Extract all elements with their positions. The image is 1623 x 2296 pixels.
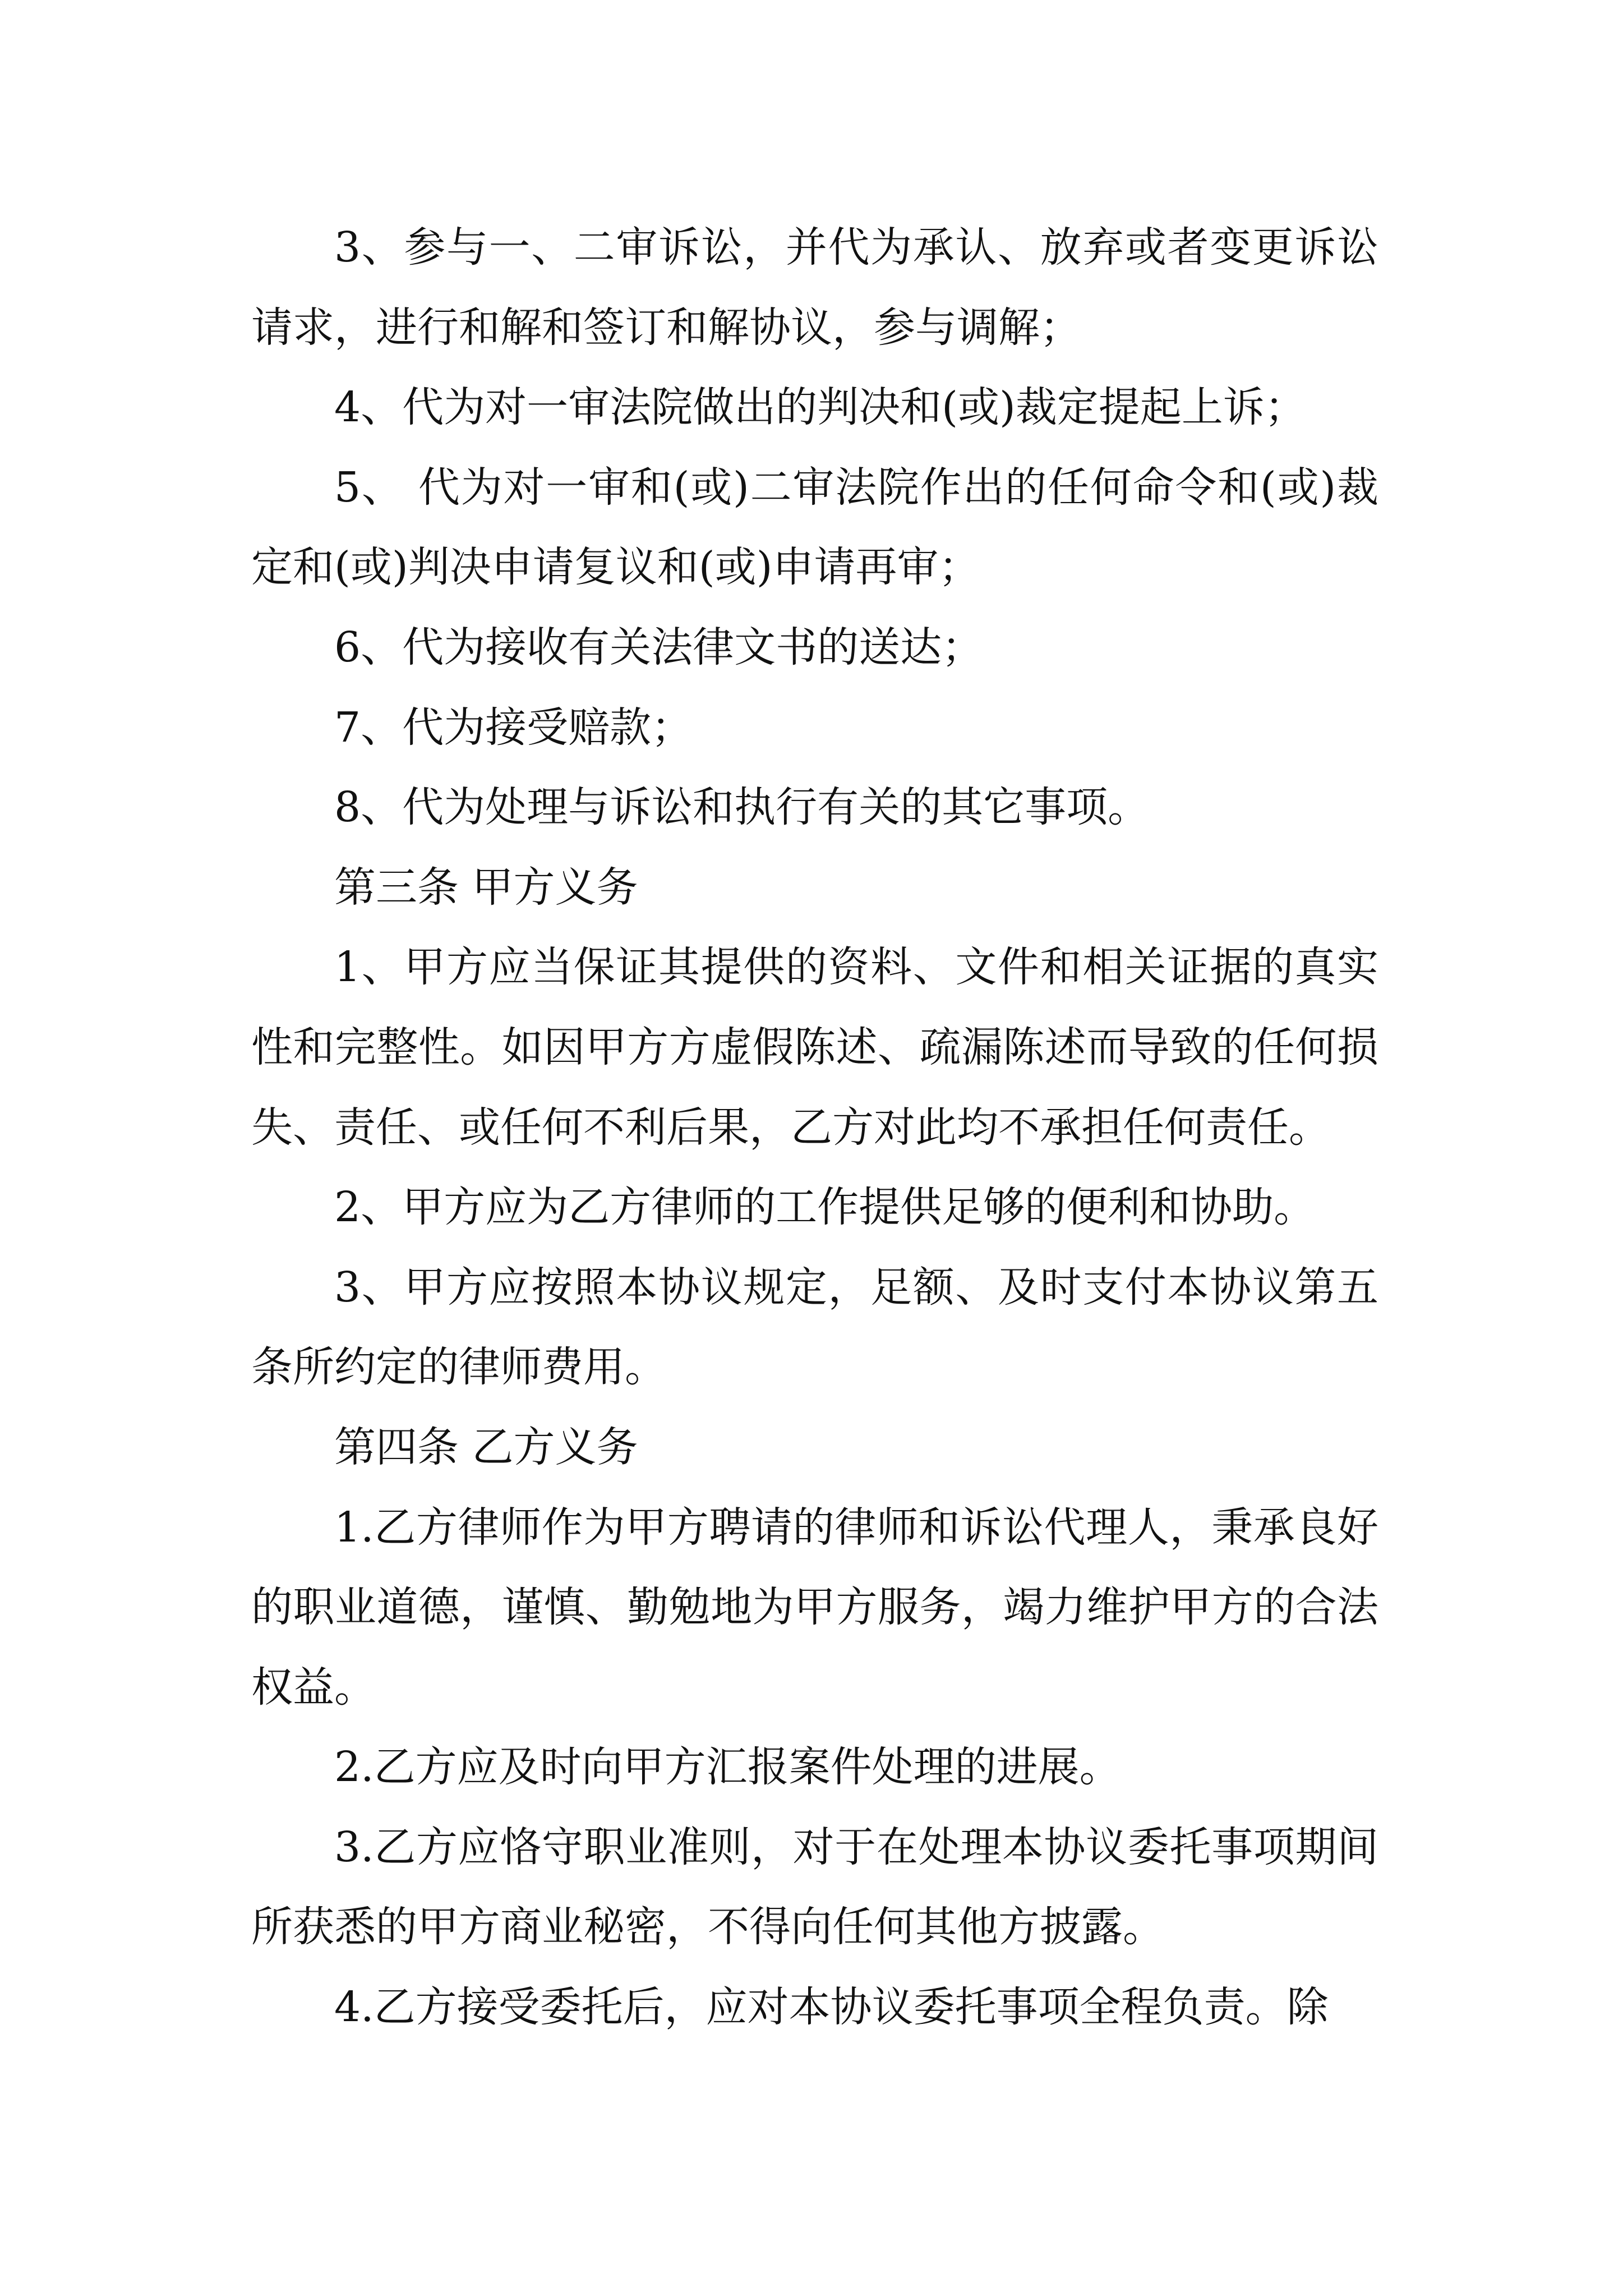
- paragraph-party-a-obligation-1: 1、甲方应当保证其提供的资料、文件和相关证据的真实性和完整性。如因甲方方虚假陈述、疏漏陈述而导致的任何损失、责任、或任何不利后果，乙方对此均不承担任何责任。: [251, 943, 1378, 1152]
- section-heading-party-b-obligations: 第四条 乙方义务: [334, 1423, 638, 1471]
- paragraph-review-retrial: 5、 代为对一审和(或)二审法院作出的任何命令和(或)裁定和(或)判决申请复议和(或)申请再审；: [251, 463, 1378, 592]
- paragraph-party-b-obligation-3: 3.乙方应恪守职业准则，对于在处理本协议委托事项期间所获悉的甲方商业秘密，不得向任何其他方披露。: [251, 1823, 1378, 1952]
- paragraph-litigation-participation: 3、参与一、二审诉讼，并代为承认、放弃或者变更诉讼请求，进行和解和签订和解协议，参与调解；: [251, 223, 1378, 352]
- paragraph-accept-compensation: 7、代为接受赔款；: [334, 703, 693, 752]
- paragraph-party-b-obligation-2: 2.乙方应及时向甲方汇报案件处理的进展。: [334, 1743, 1121, 1792]
- paragraph-party-b-obligation-1: 1.乙方律师作为甲方聘请的律师和诉讼代理人，秉承良好的职业道德，谨慎、勤勉地为甲方服务，竭力维护甲方的合法权益。: [251, 1503, 1378, 1711]
- paragraph-party-b-obligation-4: 4.乙方接受委托后，应对本协议委托事项全程负责。除: [334, 1983, 1329, 2032]
- paragraph-service-of-documents: 6、代为接收有关法律文书的送达；: [334, 623, 984, 671]
- paragraph-party-a-obligation-2: 2、甲方应为乙方律师的工作提供足够的便利和协助。: [334, 1183, 1316, 1232]
- paragraph-appeal: 4、代为对一审法院做出的判决和(或)裁定提起上诉；: [334, 383, 1306, 432]
- paragraph-party-a-obligation-3: 3、甲方应按照本协议规定，足额、及时支付本协议第五条所约定的律师费用。: [251, 1263, 1378, 1392]
- section-heading-party-a-obligations: 第三条 甲方义务: [334, 863, 638, 912]
- paragraph-other-matters: 8、代为处理与诉讼和执行有关的其它事项。: [334, 783, 1150, 832]
- document-page: [251, 208, 1378, 2047]
